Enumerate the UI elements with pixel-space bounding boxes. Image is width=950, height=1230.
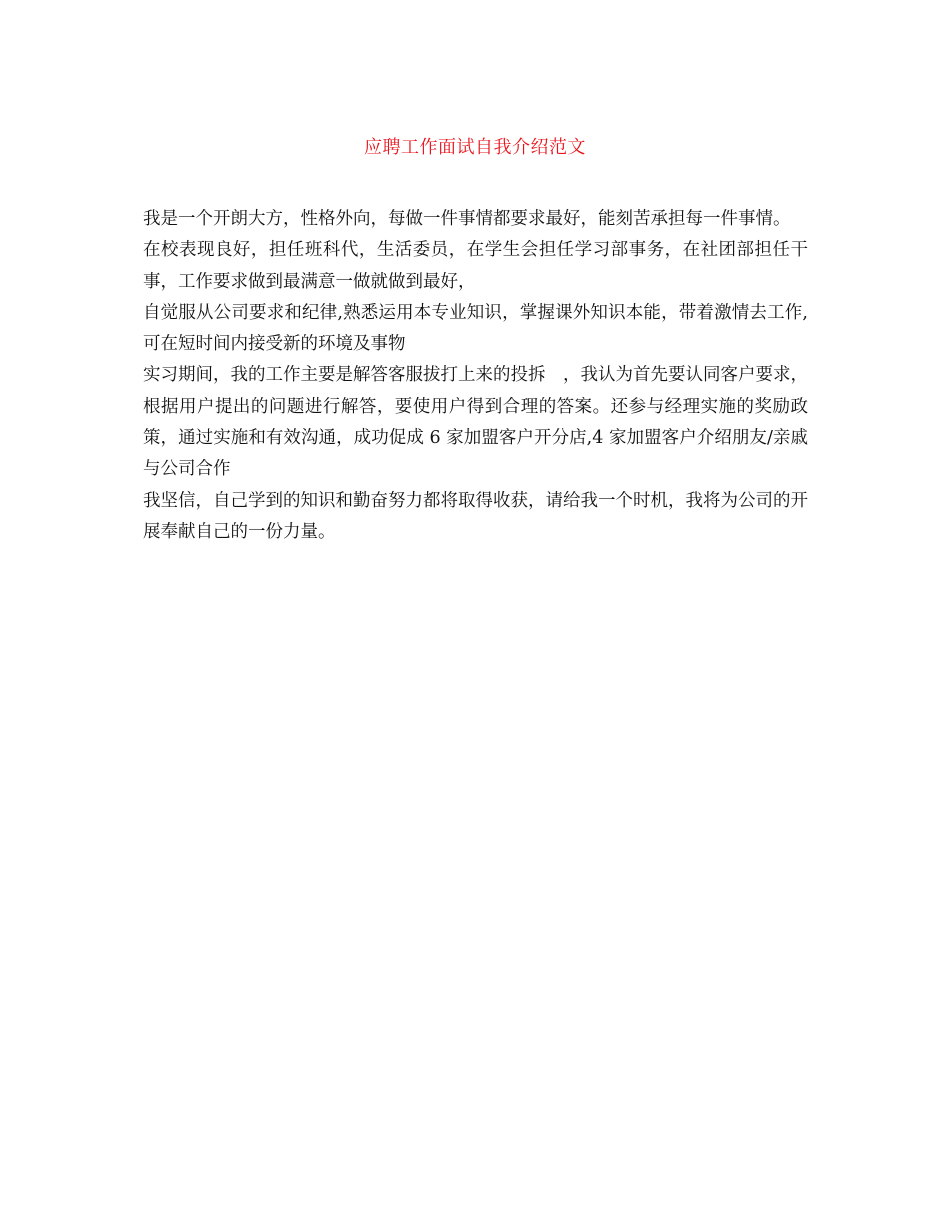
document-body <box>143 204 808 548</box>
paragraph-personality: 我是一个开朗大方，性格外向，每做一件事情都要求最好，能刻苦承担每一件事情。 <box>143 209 791 229</box>
paragraph-conclusion: 我坚信，自己学到的知识和勤奋努力都将取得收获，请给我一个时机，我将为公司的开展奉献自己的一份力量。 <box>143 490 808 542</box>
paragraph-discipline: 自觉服从公司要求和纪律,熟悉运用本专业知识，掌握课外知识本能，带着激情去工作,可在短时间内接受新的环境及事物 <box>143 302 808 355</box>
paragraph-internship: 实习期间，我的工作主要是解答客服拔打上来的投拆 ，我认为首先要认同客户要求，根据用户提出的问题进行解答，要使用户得到合理的答案。还参与经理实施的奖励政策，通过实施和有效沟通，成功促成 6 家加盟客户开分店,4 家加盟客户介绍朋友/亲戚与公司合作 <box>143 365 808 480</box>
paragraph-school-performance: 在校表现良好，担任班科代，生活委员，在学生会担任学习部事务，在社团部担任干事，工作要求做到最满意一做就做到最好， <box>143 240 808 292</box>
document-title: 应聘工作面试自我介绍范文 <box>364 137 586 158</box>
